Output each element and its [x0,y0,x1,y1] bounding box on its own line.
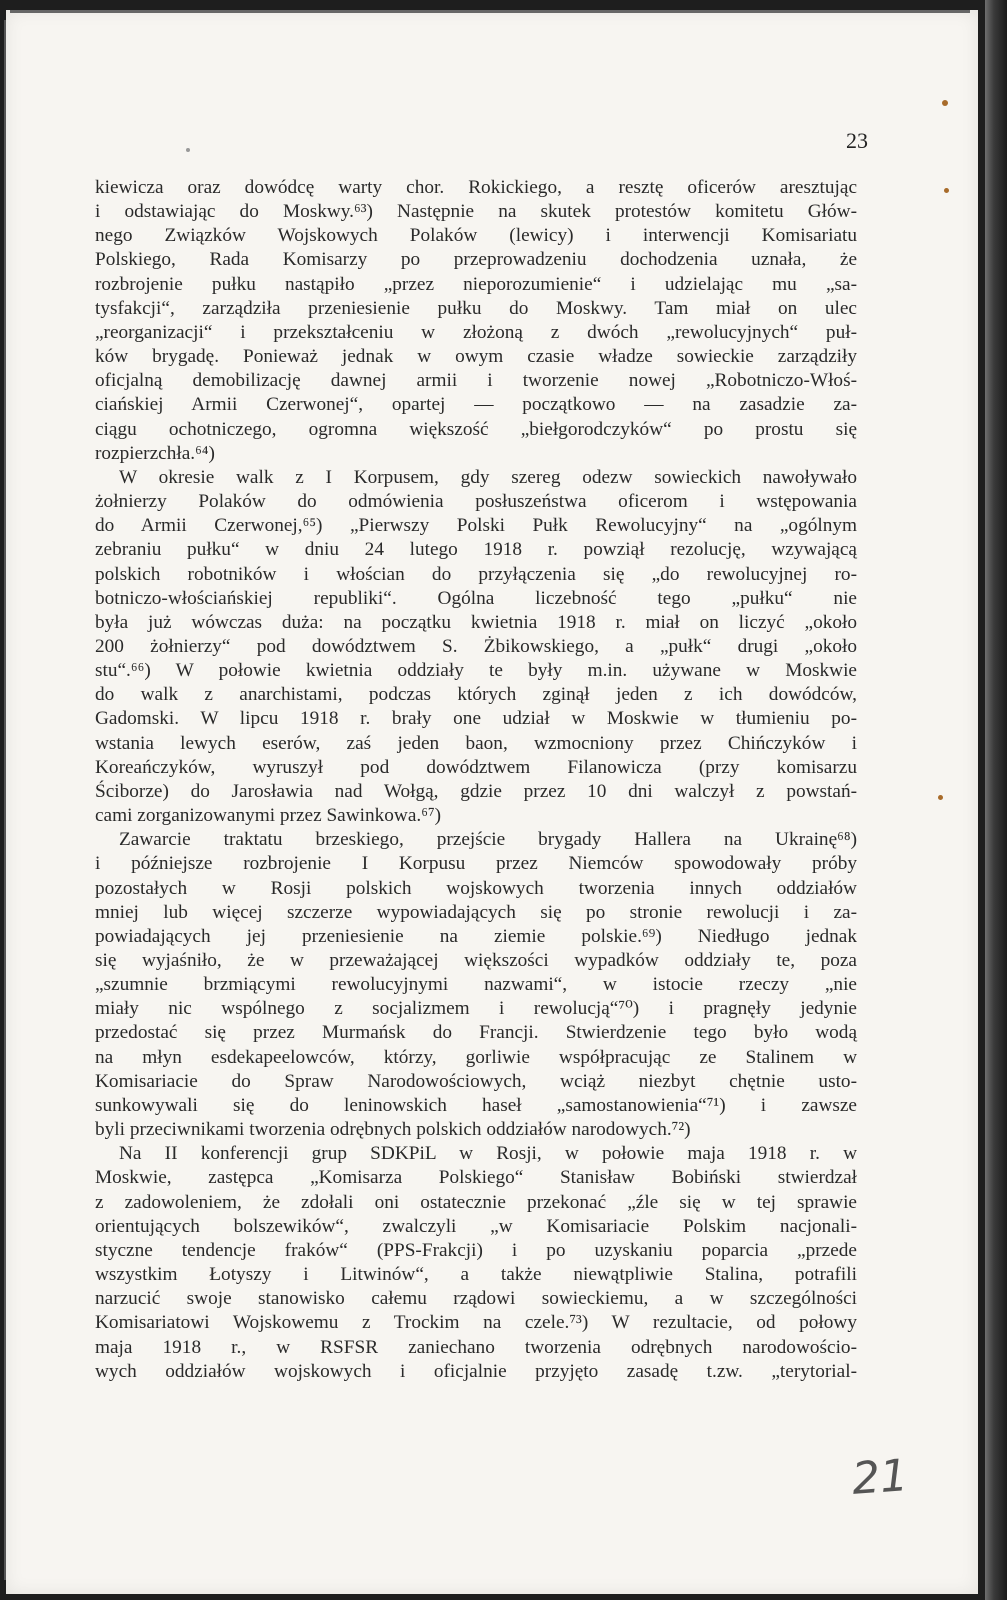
text-line: powiadających jej przeniesienie na ziemie polskie.⁶⁹) Niedługo jednak [95,925,857,947]
text-line: ciągu ochotniczego, ogromna większość „biełgorodczyków“ po prostu się [95,418,857,440]
text-line: do walk z anarchistami, podczas których zginął jeden z ich dowódców, [95,684,857,706]
text-line: Ściborze) do Jarosławia nad Wołgą, gdzie przez 10 dni walczył z powstań- [95,780,857,802]
text-line: byli przeciwnikami tworzenia odrębnych polskich oddziałów narodowych.⁷²) [95,1119,691,1141]
text-line: przedostać się przez Murmańsk do Francji. Stwierdzenie tego było wodą [95,1022,857,1044]
text-line: Gadomski. W lipcu 1918 r. brały one udział w Moskwie w tłumieniu po- [95,708,857,730]
binding-edge [985,0,1007,1600]
paper-speck [938,795,943,800]
text-line: narzucić swoje stanowisko całemu rządowi sowieckiemu, a w szczególności [95,1288,857,1310]
text-line: kiewicza oraz dowódcę warty chor. Rokickiego, a resztę oficerów aresztując [95,177,857,198]
handwritten-page-mark: 21 [850,1450,910,1505]
text-line: Na II konferencji grup SDKPiL w Rosji, w połowie maja 1918 r. w [119,1143,857,1165]
text-line: „reorganizacji“ i przekształceniu w złożoną z dwóch „rewolucyjnych“ puł- [95,321,857,343]
body-text [95,176,857,1384]
text-line: wszystkim Łotyszy i Litwinów“, a także niewątpliwie Stalina, potrafili [95,1264,857,1286]
text-line: stu“.⁶⁶) W połowie kwietnia oddziały te były m.in. używane w Moskwie [95,660,857,682]
left-edge-line [4,20,6,1580]
text-line: i odstawiając do Moskwy.⁶³) Następnie na skutek protestów komitetu Głów- [95,201,857,223]
paper-speck [186,148,190,152]
text-line: była już wówczas duża: na początku kwietnia 1918 r. miał on liczyć „około [95,611,857,633]
text-line: Polskiego, Rada Komisarzy po przeprowadzeniu dochodzenia uznała, że [95,249,857,271]
text-line: botniczo-włościańskiej republiki“. Ogólna liczebność tego „pułku“ nie [95,587,857,609]
text-line: maja 1918 r., w RSFSR zaniechano tworzenia odrębnych narodowościo- [95,1336,857,1358]
text-line: pozostałych w Rosji polskich wojskowych tworzenia innych oddziałów [95,877,857,899]
paragraph [95,1142,857,1384]
paragraph [95,466,857,828]
text-line: nego Związków Wojskowych Polaków (lewicy) i interwencji Komisariatu [95,225,857,247]
text-line: rozbrojenie pułku nastąpiło „przez nieporozumienie“ i udzielając mu „sa- [95,273,857,295]
text-line: oficjalną demobilizację dawnej armii i tworzenie nowej „Robotniczo-Włoś- [95,370,857,392]
text-line: rozpierzchła.⁶⁴) [95,442,215,464]
text-line: Komisariatowi Wojskowemu z Trockim na czele.⁷³) W rezultacie, od połowy [95,1312,857,1334]
text-line: do Armii Czerwonej,⁶⁵) „Pierwszy Polski Pułk Rewolucyjny“ na „ogólnym [95,515,857,537]
text-line: polskich robotników i włościan do przyłączenia się „do rewolucyjnej ro- [95,563,857,585]
paper-speck [942,100,948,106]
text-line: sunkowywali się do leninowskich haseł „samostanowienia“⁷¹) i zawsze [95,1094,857,1116]
paragraph [95,828,857,1142]
page-number: 23 [846,128,868,153]
text-line: wych oddziałów wojskowych i oficjalnie przyjęto zasadę t.zw. „terytorial- [95,1360,857,1382]
text-line: ciańskiej Armii Czerwonej“, opartej — początkowo — na zasadzie za- [95,394,857,416]
paragraph [95,176,857,466]
text-line: Moskwie, zastępca „Komisarza Polskiego“ Stanisław Bobiński stwierdzał [95,1167,857,1189]
text-line: mniej lub więcej szczerze wypowiadających się po stronie rewolucji i za- [95,901,857,923]
text-line: z zadowoleniem, że zdołali oni ostatecznie przekonać „źle się w tej sprawie [95,1191,857,1213]
top-edge-line [10,10,970,13]
text-line: miały nic wspólnego z socjalizmem i rewolucją“⁷⁰) i pragnęły jedynie [95,998,857,1020]
text-line: „szumnie brzmiącymi rewolucyjnymi nazwami“, w istocie rzeczy „nie [95,974,857,996]
text-line: styczne tendencje fraków“ (PPS-Frakcji) i po uzyskaniu poparcia „przede [95,1239,857,1261]
text-line: Komisariacie do Spraw Narodowościowych, wciąż niezbyt chętnie usto- [95,1070,857,1092]
text-line: Koreańczyków, wyruszył pod dowództwem Filanowicza (przy komisarzu [95,756,857,778]
text-line: orientujących bolszewików“, zwalczyli „w Komisariacie Polskim nacjonali- [95,1215,857,1237]
text-line: cami zorganizowanymi przez Sawinkowa.⁶⁷) [95,805,442,827]
text-line: Zawarcie traktatu brzeskiego, przejście brygady Hallera na Ukrainę⁶⁸) [119,829,857,851]
text-line: ków brygadę. Ponieważ jednak w owym czasie władze sowieckie zarządziły [95,346,857,368]
text-line: żołnierzy Polaków do odmówienia posłuszeństwa oficerom i wstępowania [95,491,857,513]
text-line: i późniejsze rozbrojenie I Korpusu przez Niemców spowodowały próby [95,853,857,875]
text-line: zebraniu pułku“ w dniu 24 lutego 1918 r. powziął rezolucję, wzywającą [95,539,857,561]
text-line: się wyjaśniło, że w przeważającej większości wypadków oddziały te, poza [95,950,857,971]
text-line: 200 żołnierzy“ pod dowództwem S. Żbikowskiego, a „pułk“ drugi „około [95,635,857,657]
text-line: tysfakcji“, zarządziła przeniesienie pułku do Moskwy. Tam miał on ulec [95,297,857,319]
paper-speck [944,188,949,193]
text-line: wstania lewych eserów, zaś jeden baon, wzmocniony przez Chińczyków i [95,732,857,754]
text-line: W okresie walk z I Korpusem, gdy szereg odezw sowieckich nawoływało [119,466,857,488]
text-line: na młyn esdekapeelowców, którzy, gorliwie współpracując ze Stalinem w [95,1046,857,1068]
